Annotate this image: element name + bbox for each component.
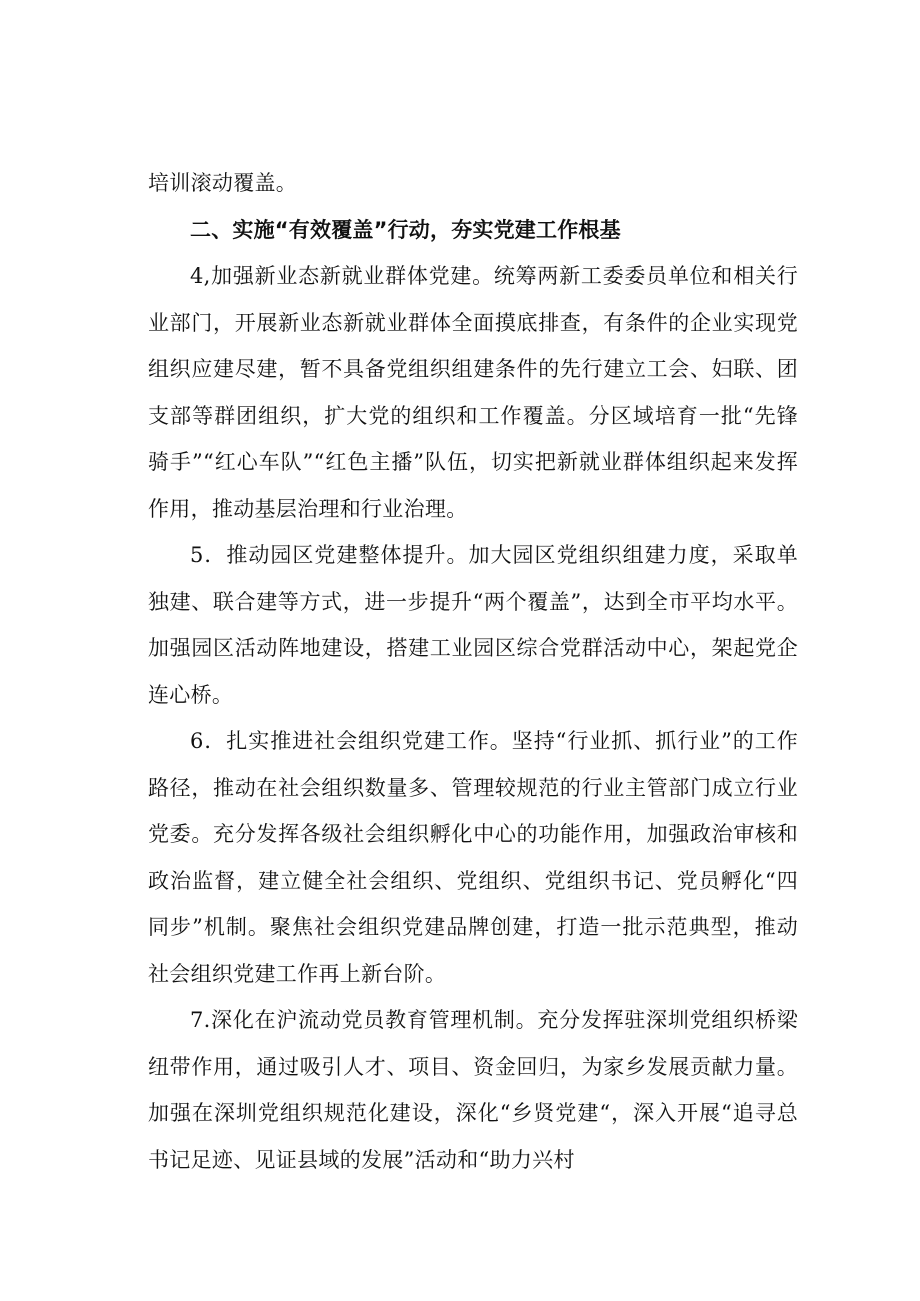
paragraph-item-5: 5．推动园区党建整体提升。加大园区党组织组建力度，采取单独建、联合建等方式，进一步提升“两个覆盖”，达到全市平均水平。加强园区活动阵地建设，搭建工业园区综合党群活动中心，架起党企连心桥。	[148, 543, 798, 707]
continuation-paragraph: 培训滚动覆盖。	[148, 171, 298, 195]
document-body	[148, 160, 798, 1183]
section-heading: 二、实施“有效覆盖”行动，夯实党建工作根基	[190, 217, 621, 242]
paragraph-item-7: 7.深化在沪流动党员教育管理机制。充分发挥驻深圳党组织桥梁纽带作用，通过吸引人才、项目、资金回归，为家乡发展贡献力量。加强在深圳党组织规范化建设，深化“乡贤党建“，深入开展“追寻总书记足迹、见证县域的发展”活动和“助力兴村	[148, 1008, 798, 1172]
paragraph-item-6: 6．扎实推进社会组织党建工作。坚持“行业抓、抓行业”的工作路径，推动在社会组织数量多、管理较规范的行业主管部门成立行业党委。充分发挥各级社会组织孵化中心的功能作用，加强政治审核和政治监督，建立健全社会组织、党组织、党组织书记、党员孵化“四同步”机制。聚焦社会组织党建品牌创建，打造一批示范典型，推动社会组织党建工作再上新台阶。	[148, 729, 798, 986]
paragraph-item-4: 4,加强新业态新就业群体党建。统筹两新工委委员单位和相关行业部门，开展新业态新就业群体全面摸底排查，有条件的企业实现党组织应建尽建，暂不具备党组织组建条件的先行建立工会、妇联、团支部等群团组织，扩大党的组织和工作覆盖。分区域培育一批“先锋骑手”“红心车队”“红色主播”队伍，切实把新就业群体组织起来发挥作用，推动基层治理和行业治理。	[148, 264, 798, 521]
